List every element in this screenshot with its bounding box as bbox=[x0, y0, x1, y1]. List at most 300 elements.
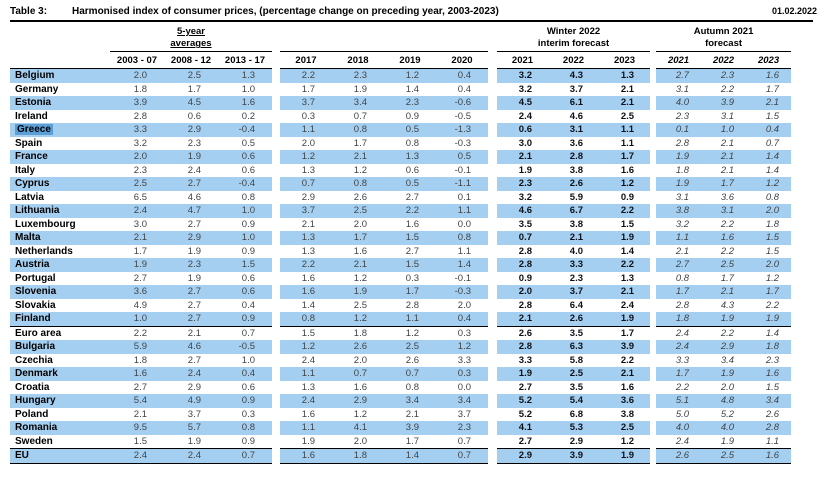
value-cell: 2.4 bbox=[110, 204, 164, 218]
value-cell: 2.1 bbox=[133, 408, 147, 420]
value-cell: 1.2 bbox=[599, 177, 650, 191]
value-cell: 5.3 bbox=[548, 421, 599, 435]
hicp-table bbox=[10, 24, 791, 464]
value-cell: 0.8 bbox=[675, 272, 690, 284]
value-cell: 4.5 bbox=[497, 96, 548, 110]
table-row bbox=[10, 340, 791, 354]
value-cell: 5.2 bbox=[720, 408, 735, 420]
value-cell: 3.4 bbox=[720, 354, 735, 366]
value-cell: 0.7 bbox=[280, 177, 332, 191]
page-title: Harmonised index of consumer prices, (percentage change on preceding year, 2003-2023) bbox=[72, 6, 499, 17]
value-cell: 1.5 bbox=[384, 258, 436, 272]
value-cell: 2.4 bbox=[187, 164, 201, 176]
table-row bbox=[10, 449, 791, 464]
value-cell: 1.5 bbox=[620, 218, 635, 230]
column-gap bbox=[272, 435, 280, 449]
value-cell: 2.8 bbox=[518, 245, 532, 257]
value-cell: 1.1 bbox=[436, 204, 488, 218]
value-cell: 0.8 bbox=[218, 421, 272, 435]
value-cell: 2.4 bbox=[675, 435, 690, 447]
value-cell: 1.7 bbox=[187, 83, 201, 95]
value-cell: 1.5 bbox=[765, 110, 780, 122]
value-cell: 2.0 bbox=[457, 299, 471, 311]
country-cell: Bulgaria bbox=[10, 340, 110, 354]
table-body bbox=[10, 69, 791, 464]
value-cell: 1.6 bbox=[620, 381, 635, 393]
value-cell: 1.1 bbox=[457, 245, 471, 257]
value-cell: 0.3 bbox=[241, 408, 255, 420]
country-cell: Germany bbox=[15, 83, 59, 95]
value-cell: 2.8 bbox=[497, 258, 548, 272]
value-cell: 0.8 bbox=[332, 123, 384, 137]
column-gap bbox=[272, 394, 280, 408]
value-cell: 1.9 bbox=[187, 272, 201, 284]
value-cell: 1.1 bbox=[599, 123, 650, 137]
country-cell: France bbox=[10, 150, 110, 164]
value-cell: -0.6 bbox=[436, 96, 488, 110]
value-cell: 4.0 bbox=[701, 421, 746, 435]
value-cell: 0.3 bbox=[436, 326, 488, 340]
value-cell: 2.3 bbox=[569, 272, 583, 284]
value-cell: 1.5 bbox=[280, 326, 332, 340]
column-gap bbox=[488, 340, 497, 354]
value-cell: 2.7 bbox=[164, 312, 218, 326]
value-cell: 2.3 bbox=[384, 96, 436, 110]
value-cell: 4.0 bbox=[656, 96, 701, 110]
value-cell: 2.9 bbox=[569, 435, 583, 447]
value-cell: 1.7 bbox=[720, 272, 735, 284]
column-gap bbox=[488, 245, 497, 259]
value-cell: 2.5 bbox=[701, 449, 746, 464]
value-cell: 0.3 bbox=[436, 367, 488, 381]
value-cell: 1.9 bbox=[187, 245, 201, 257]
table-row bbox=[10, 421, 791, 435]
value-cell: 0.7 bbox=[436, 449, 488, 464]
table-row bbox=[10, 354, 791, 368]
value-cell: 2.1 bbox=[405, 408, 419, 420]
country-cell: Malta bbox=[10, 231, 110, 245]
country-cell: Belgium bbox=[10, 69, 110, 83]
value-cell: 1.6 bbox=[353, 245, 367, 257]
value-cell: 2.8 bbox=[675, 137, 690, 149]
table-row bbox=[10, 299, 791, 313]
value-cell: 2.3 bbox=[701, 69, 746, 83]
value-cell: 2.9 bbox=[301, 191, 315, 203]
value-cell: 1.0 bbox=[241, 83, 255, 95]
country-cell bbox=[10, 123, 110, 137]
value-cell: 0.7 bbox=[765, 137, 780, 149]
five-year-label-line2: averages bbox=[170, 38, 212, 49]
value-cell: 2.3 bbox=[497, 177, 548, 191]
value-cell: 1.8 bbox=[656, 312, 701, 326]
value-cell: 0.4 bbox=[241, 299, 255, 311]
value-cell: 1.0 bbox=[218, 231, 272, 245]
country-cell: Finland bbox=[10, 312, 110, 326]
title-rule bbox=[10, 20, 813, 22]
value-cell: 2.5 bbox=[384, 340, 436, 354]
history-group-spacer bbox=[280, 24, 488, 52]
group-header-row bbox=[10, 24, 791, 52]
country-cell: Cyprus bbox=[10, 177, 110, 191]
year-column-header: 2008 - 12 bbox=[164, 52, 218, 69]
value-cell: 6.3 bbox=[548, 340, 599, 354]
value-cell: 2.2 bbox=[620, 354, 635, 366]
value-cell: 4.0 bbox=[656, 421, 701, 435]
value-cell: 2.4 bbox=[301, 354, 315, 366]
value-cell: 2.2 bbox=[720, 83, 735, 95]
value-cell: 2.0 bbox=[720, 381, 735, 393]
column-gap bbox=[488, 272, 497, 286]
table-row bbox=[10, 69, 791, 83]
value-cell: 2.2 bbox=[720, 218, 735, 230]
value-cell: 3.2 bbox=[518, 83, 532, 95]
value-cell: 1.3 bbox=[620, 272, 635, 284]
value-cell: 2.6 bbox=[405, 354, 419, 366]
table-row bbox=[10, 381, 791, 395]
value-cell: 1.2 bbox=[332, 312, 384, 326]
value-cell: 1.4 bbox=[765, 164, 780, 176]
column-gap bbox=[272, 177, 280, 191]
column-gap bbox=[272, 258, 280, 272]
column-gap bbox=[488, 381, 497, 395]
winter-forecast-group-header bbox=[497, 24, 650, 52]
value-cell: 2.4 bbox=[280, 394, 332, 408]
value-cell: 1.8 bbox=[133, 354, 147, 366]
year-column-header: 2021 bbox=[497, 52, 548, 69]
value-cell: 1.3 bbox=[301, 245, 315, 257]
value-cell: 2.4 bbox=[656, 340, 701, 354]
value-cell: 3.2 bbox=[675, 218, 690, 230]
value-cell: 5.9 bbox=[110, 340, 164, 354]
value-cell: 0.9 bbox=[241, 218, 255, 230]
column-gap bbox=[272, 204, 280, 218]
value-cell: 1.9 bbox=[701, 312, 746, 326]
column-gap bbox=[272, 340, 280, 354]
table-row bbox=[10, 83, 791, 97]
year-column-header: 2021 bbox=[656, 52, 701, 69]
value-cell: 1.2 bbox=[436, 340, 488, 354]
value-cell: 2.2 bbox=[280, 69, 332, 83]
value-cell: 2.1 bbox=[720, 137, 735, 149]
column-gap bbox=[272, 245, 280, 259]
value-cell: 2.0 bbox=[353, 218, 367, 230]
value-cell: 1.6 bbox=[301, 408, 315, 420]
value-cell: 1.6 bbox=[218, 96, 272, 110]
value-cell: 2.1 bbox=[701, 285, 746, 299]
value-cell: 1.5 bbox=[218, 258, 272, 272]
value-cell: 2.9 bbox=[332, 394, 384, 408]
table-row bbox=[10, 435, 791, 449]
report-date: 01.02.2022 bbox=[771, 6, 817, 16]
value-cell: -0.1 bbox=[454, 164, 471, 176]
value-cell: 1.6 bbox=[110, 367, 164, 381]
column-gap bbox=[272, 408, 280, 422]
value-cell: 2.1 bbox=[497, 312, 548, 326]
country-cell: Ireland bbox=[15, 110, 48, 122]
value-cell: 1.7 bbox=[656, 285, 701, 299]
value-cell: 3.0 bbox=[518, 137, 532, 149]
value-cell: 1.9 bbox=[353, 83, 367, 95]
value-cell: 2.7 bbox=[656, 258, 701, 272]
value-cell: 1.1 bbox=[620, 137, 635, 149]
value-cell: 0.8 bbox=[405, 137, 419, 149]
table-row bbox=[10, 245, 791, 259]
country-cell: Spain bbox=[15, 137, 43, 149]
value-cell: 2.7 bbox=[518, 381, 532, 393]
value-cell: 0.9 bbox=[218, 312, 272, 326]
value-cell: 2.1 bbox=[548, 231, 599, 245]
value-cell: 5.0 bbox=[675, 408, 690, 420]
value-cell: 1.2 bbox=[384, 326, 436, 340]
column-gap bbox=[272, 123, 280, 137]
value-cell: 2.1 bbox=[620, 83, 635, 95]
value-cell: 3.7 bbox=[280, 204, 332, 218]
table-row bbox=[10, 408, 791, 422]
column-gap bbox=[488, 110, 497, 124]
column-gap bbox=[488, 24, 497, 52]
value-cell: 1.1 bbox=[280, 123, 332, 137]
value-cell: 3.9 bbox=[384, 421, 436, 435]
value-cell: 2.3 bbox=[675, 110, 690, 122]
column-gap bbox=[272, 24, 280, 52]
value-cell: 2.6 bbox=[353, 191, 367, 203]
value-cell: 3.6 bbox=[720, 191, 735, 203]
value-cell: 3.1 bbox=[675, 83, 690, 95]
year-column-header: 2013 - 17 bbox=[218, 52, 272, 69]
column-gap bbox=[488, 191, 497, 205]
value-cell: 1.3 bbox=[384, 150, 436, 164]
autumn-label-line2: forecast bbox=[705, 38, 743, 49]
column-gap bbox=[488, 96, 497, 110]
value-cell: 4.9 bbox=[133, 299, 147, 311]
value-cell: 3.6 bbox=[110, 285, 164, 299]
value-cell: 0.6 bbox=[241, 272, 255, 284]
value-cell: 2.4 bbox=[620, 299, 635, 311]
value-cell: 2.2 bbox=[280, 258, 332, 272]
column-gap bbox=[488, 408, 497, 422]
column-gap bbox=[488, 354, 497, 368]
value-cell: 3.1 bbox=[675, 191, 690, 203]
column-gap bbox=[488, 177, 497, 191]
value-cell: 1.9 bbox=[656, 150, 701, 164]
year-column-header: 2022 bbox=[548, 52, 599, 69]
value-cell: 1.5 bbox=[133, 435, 147, 447]
value-cell: 2.9 bbox=[164, 231, 218, 245]
value-cell: 2.2 bbox=[675, 381, 690, 393]
value-cell: 2.1 bbox=[301, 218, 315, 230]
value-cell: 2.6 bbox=[548, 312, 599, 326]
column-gap bbox=[488, 218, 497, 232]
value-cell: 2.2 bbox=[599, 258, 650, 272]
value-cell: 1.3 bbox=[301, 164, 315, 176]
value-cell: 3.4 bbox=[384, 394, 436, 408]
value-cell: 1.9 bbox=[746, 312, 791, 326]
value-cell: 6.7 bbox=[548, 204, 599, 218]
table-row bbox=[10, 110, 791, 124]
value-cell: 2.0 bbox=[110, 150, 164, 164]
value-cell: 2.2 bbox=[765, 299, 780, 311]
country-group-spacer bbox=[10, 24, 110, 52]
value-cell: -1.1 bbox=[436, 177, 488, 191]
value-cell: 4.1 bbox=[497, 421, 548, 435]
year-header-row bbox=[10, 52, 791, 69]
table-row bbox=[10, 123, 791, 137]
column-gap bbox=[488, 285, 497, 299]
column-gap bbox=[272, 231, 280, 245]
value-cell: 1.7 bbox=[599, 326, 650, 340]
column-gap bbox=[488, 137, 497, 151]
value-cell: 2.6 bbox=[548, 177, 599, 191]
value-cell: 1.5 bbox=[384, 231, 436, 245]
year-column-header: 2017 bbox=[280, 52, 332, 69]
table-row bbox=[10, 285, 791, 299]
column-gap bbox=[272, 354, 280, 368]
column-gap bbox=[488, 449, 497, 464]
value-cell: 1.0 bbox=[701, 123, 746, 137]
value-cell: 0.5 bbox=[384, 177, 436, 191]
value-cell: 1.4 bbox=[620, 245, 635, 257]
value-cell: 6.1 bbox=[548, 96, 599, 110]
value-cell: 0.4 bbox=[436, 312, 488, 326]
five-year-averages-group-header bbox=[110, 24, 272, 52]
country-cell: Euro area bbox=[10, 326, 110, 340]
country-cell: Romania bbox=[10, 421, 110, 435]
value-cell: 3.1 bbox=[548, 123, 599, 137]
value-cell: 5.4 bbox=[548, 394, 599, 408]
value-cell: -0.4 bbox=[218, 123, 272, 137]
value-cell: -0.3 bbox=[436, 285, 488, 299]
value-cell: 4.9 bbox=[164, 394, 218, 408]
value-cell: 2.0 bbox=[353, 354, 367, 366]
value-cell: 3.8 bbox=[569, 164, 583, 176]
value-cell: 2.3 bbox=[133, 164, 147, 176]
value-cell: 0.6 bbox=[497, 123, 548, 137]
value-cell: 2.5 bbox=[548, 367, 599, 381]
value-cell: 3.3 bbox=[110, 123, 164, 137]
column-gap bbox=[272, 367, 280, 381]
value-cell: 0.9 bbox=[620, 191, 635, 203]
value-cell: 1.6 bbox=[405, 218, 419, 230]
value-cell: 1.2 bbox=[280, 150, 332, 164]
value-cell: 1.9 bbox=[518, 164, 532, 176]
country-cell: Hungary bbox=[10, 394, 110, 408]
value-cell: 3.8 bbox=[569, 218, 583, 230]
value-cell: 2.3 bbox=[436, 421, 488, 435]
value-cell: 4.6 bbox=[164, 340, 218, 354]
winter-label-line2: interim forecast bbox=[537, 38, 610, 49]
value-cell: 0.7 bbox=[332, 367, 384, 381]
value-cell: 2.8 bbox=[548, 150, 599, 164]
value-cell: 3.2 bbox=[133, 137, 147, 149]
value-cell: 2.9 bbox=[497, 449, 548, 464]
value-cell: 0.7 bbox=[497, 231, 548, 245]
value-cell: 2.6 bbox=[765, 408, 780, 420]
value-cell: 2.9 bbox=[701, 340, 746, 354]
value-cell: 4.1 bbox=[332, 421, 384, 435]
column-gap bbox=[488, 299, 497, 313]
country-cell: Latvia bbox=[15, 191, 44, 203]
value-cell: 1.9 bbox=[497, 367, 548, 381]
value-cell: 1.9 bbox=[332, 285, 384, 299]
country-cell: Estonia bbox=[10, 96, 110, 110]
value-cell: -0.1 bbox=[454, 272, 471, 284]
country-cell: Luxembourg bbox=[15, 218, 76, 230]
value-cell: 1.7 bbox=[133, 245, 147, 257]
value-cell: 0.7 bbox=[218, 449, 272, 464]
table-row bbox=[10, 312, 791, 326]
value-cell: 0.7 bbox=[353, 110, 367, 122]
value-cell: 3.7 bbox=[280, 96, 332, 110]
value-cell: 2.4 bbox=[164, 449, 218, 464]
value-cell: -0.5 bbox=[218, 340, 272, 354]
value-cell: 0.5 bbox=[241, 137, 255, 149]
value-cell: 3.3 bbox=[548, 258, 599, 272]
value-cell: 1.6 bbox=[701, 231, 746, 245]
value-cell: 1.8 bbox=[332, 326, 384, 340]
value-cell: 1.4 bbox=[384, 449, 436, 464]
value-cell: 2.1 bbox=[332, 258, 384, 272]
value-cell: 1.2 bbox=[765, 272, 780, 284]
column-gap bbox=[272, 83, 280, 97]
value-cell: 2.7 bbox=[187, 299, 201, 311]
value-cell: 2.8 bbox=[405, 299, 419, 311]
value-cell: 9.5 bbox=[110, 421, 164, 435]
column-gap bbox=[272, 191, 280, 205]
value-cell: 0.8 bbox=[241, 191, 255, 203]
value-cell: 1.9 bbox=[301, 435, 315, 447]
value-cell: 1.5 bbox=[746, 231, 791, 245]
value-cell: 1.7 bbox=[746, 285, 791, 299]
value-cell: 1.7 bbox=[332, 231, 384, 245]
column-gap bbox=[488, 150, 497, 164]
value-cell: 3.5 bbox=[518, 218, 532, 230]
value-cell: 0.9 bbox=[405, 110, 419, 122]
value-cell: 2.2 bbox=[701, 326, 746, 340]
value-cell: 2.8 bbox=[746, 421, 791, 435]
value-cell: 2.3 bbox=[332, 69, 384, 83]
value-cell: 2.1 bbox=[332, 150, 384, 164]
value-cell: 2.6 bbox=[332, 340, 384, 354]
value-cell: 3.8 bbox=[620, 408, 635, 420]
value-cell: 2.5 bbox=[701, 258, 746, 272]
value-cell: 3.9 bbox=[548, 449, 599, 464]
column-gap bbox=[488, 312, 497, 326]
value-cell: 2.1 bbox=[599, 285, 650, 299]
value-cell: 2.7 bbox=[518, 435, 532, 447]
column-gap bbox=[272, 164, 280, 178]
value-cell: 3.3 bbox=[457, 354, 471, 366]
column-gap bbox=[272, 326, 280, 340]
value-cell: 3.1 bbox=[701, 204, 746, 218]
value-cell: 3.9 bbox=[701, 96, 746, 110]
value-cell: 2.0 bbox=[110, 69, 164, 83]
column-gap bbox=[488, 69, 497, 83]
table-row bbox=[10, 367, 791, 381]
value-cell: 1.9 bbox=[656, 177, 701, 191]
value-cell: 2.7 bbox=[656, 69, 701, 83]
value-cell: 2.7 bbox=[405, 191, 419, 203]
value-cell: 2.8 bbox=[518, 299, 532, 311]
value-cell: 3.7 bbox=[548, 285, 599, 299]
year-column-header: 2018 bbox=[332, 52, 384, 69]
five-year-label-line1: 5-year bbox=[177, 26, 205, 37]
country-cell: Lithuania bbox=[10, 204, 110, 218]
value-cell: 1.9 bbox=[164, 150, 218, 164]
value-cell: 5.2 bbox=[497, 394, 548, 408]
value-cell: 1.2 bbox=[384, 69, 436, 83]
value-cell: 2.3 bbox=[164, 258, 218, 272]
value-cell: 0.2 bbox=[241, 110, 255, 122]
